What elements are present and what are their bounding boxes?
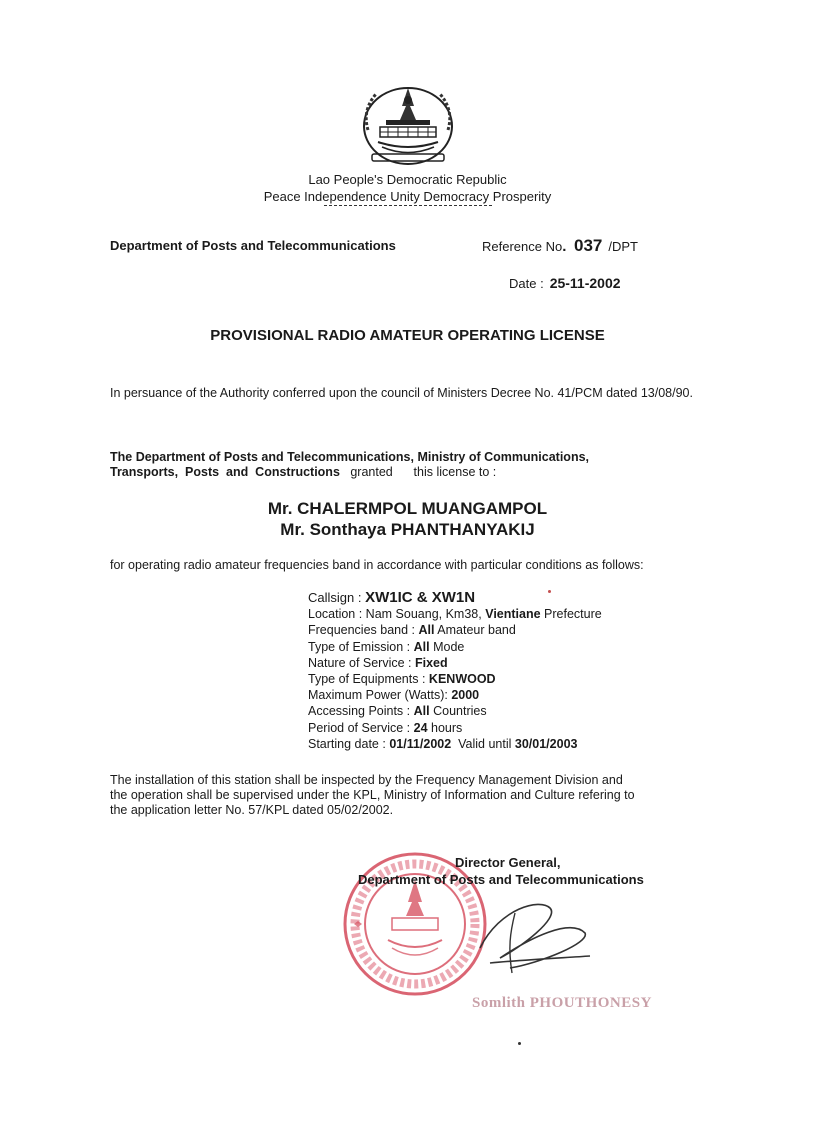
reference-suffix: /DPT: [608, 239, 639, 254]
reference-label: Reference No: [482, 239, 563, 254]
signatory-name: Somlith PHOUTHONESY: [472, 995, 652, 1011]
period-row: Period of Service : 24 hours: [308, 720, 463, 735]
starting-row: Starting date : 01/11/2002 Valid until 30/01/2003: [308, 736, 578, 751]
emission-row: Type of Emission : All Mode: [308, 639, 465, 654]
authority-paragraph: In persuance of the Authority conferred upon the council of Ministers Decree No. 41/PCM dated 13/08/90.: [110, 386, 693, 400]
issuing-department: Department of Posts and Telecommunications: [110, 238, 396, 253]
signatory-title: Director General,: [455, 855, 561, 870]
grant-line-1: The Department of Posts and Telecommunications, Ministry of Communications,: [110, 450, 589, 464]
reference-number: Reference No. 037 /DPT: [482, 236, 639, 255]
nature-row: Nature of Service : Fixed: [308, 655, 448, 670]
header-divider: [324, 205, 492, 206]
callsign-row: Callsign : XW1IC & XW1N: [308, 589, 476, 606]
installation-paragraph: The installation of this station shall be inspected by the Frequency Management Division and the operation shall be supervised under the KPL, Ministry of Information and Culture refering to the application letter No. 57/KPL dated 05/02/2002.: [110, 773, 635, 817]
handwritten-signature-icon: [470, 888, 600, 988]
document-title: PROVISIONAL RADIO AMATEUR OPERATING LICENSE: [210, 327, 605, 344]
reference-value: 037: [574, 236, 603, 255]
callsign-value: XW1IC & XW1N: [365, 589, 476, 606]
national-emblem-icon: [358, 80, 458, 168]
ink-dot: [518, 1042, 521, 1045]
licensee-1: Mr. CHALERMPOL MUANGAMPOL: [267, 499, 548, 518]
access-row: Accessing Points : All Countries: [308, 704, 487, 719]
date-label: Date :: [509, 276, 544, 291]
national-motto: Peace Independence Unity Democracy Prosperity: [263, 189, 552, 204]
date-value: 25-11-2002: [549, 275, 621, 291]
license-details: [308, 590, 602, 752]
grant-line-2-bold: Transports, Posts and Constructions: [110, 465, 340, 479]
signatory-department: Department of Posts and Telecommunications: [358, 872, 644, 887]
conditions-intro: for operating radio amateur frequencies band in accordance with particular conditions as follows:: [110, 558, 644, 572]
power-row: Maximum Power (Watts): 2000: [308, 688, 480, 703]
country-name: Lao People's Democratic Republic: [308, 172, 507, 187]
frequencies-row: Frequencies band : All Amateur band: [308, 623, 516, 638]
equipment-row: Type of Equipments : KENWOOD: [308, 672, 496, 687]
licensee-2: Mr. Sonthaya PHANTHANYAKIJ: [280, 520, 535, 539]
issue-date: [509, 275, 621, 291]
location-row: Location : Nam Souang, Km38, Vientiane Prefecture: [308, 607, 602, 622]
grant-line-2-rest: granted this license to :: [350, 465, 497, 479]
grant-paragraph: [110, 450, 710, 480]
